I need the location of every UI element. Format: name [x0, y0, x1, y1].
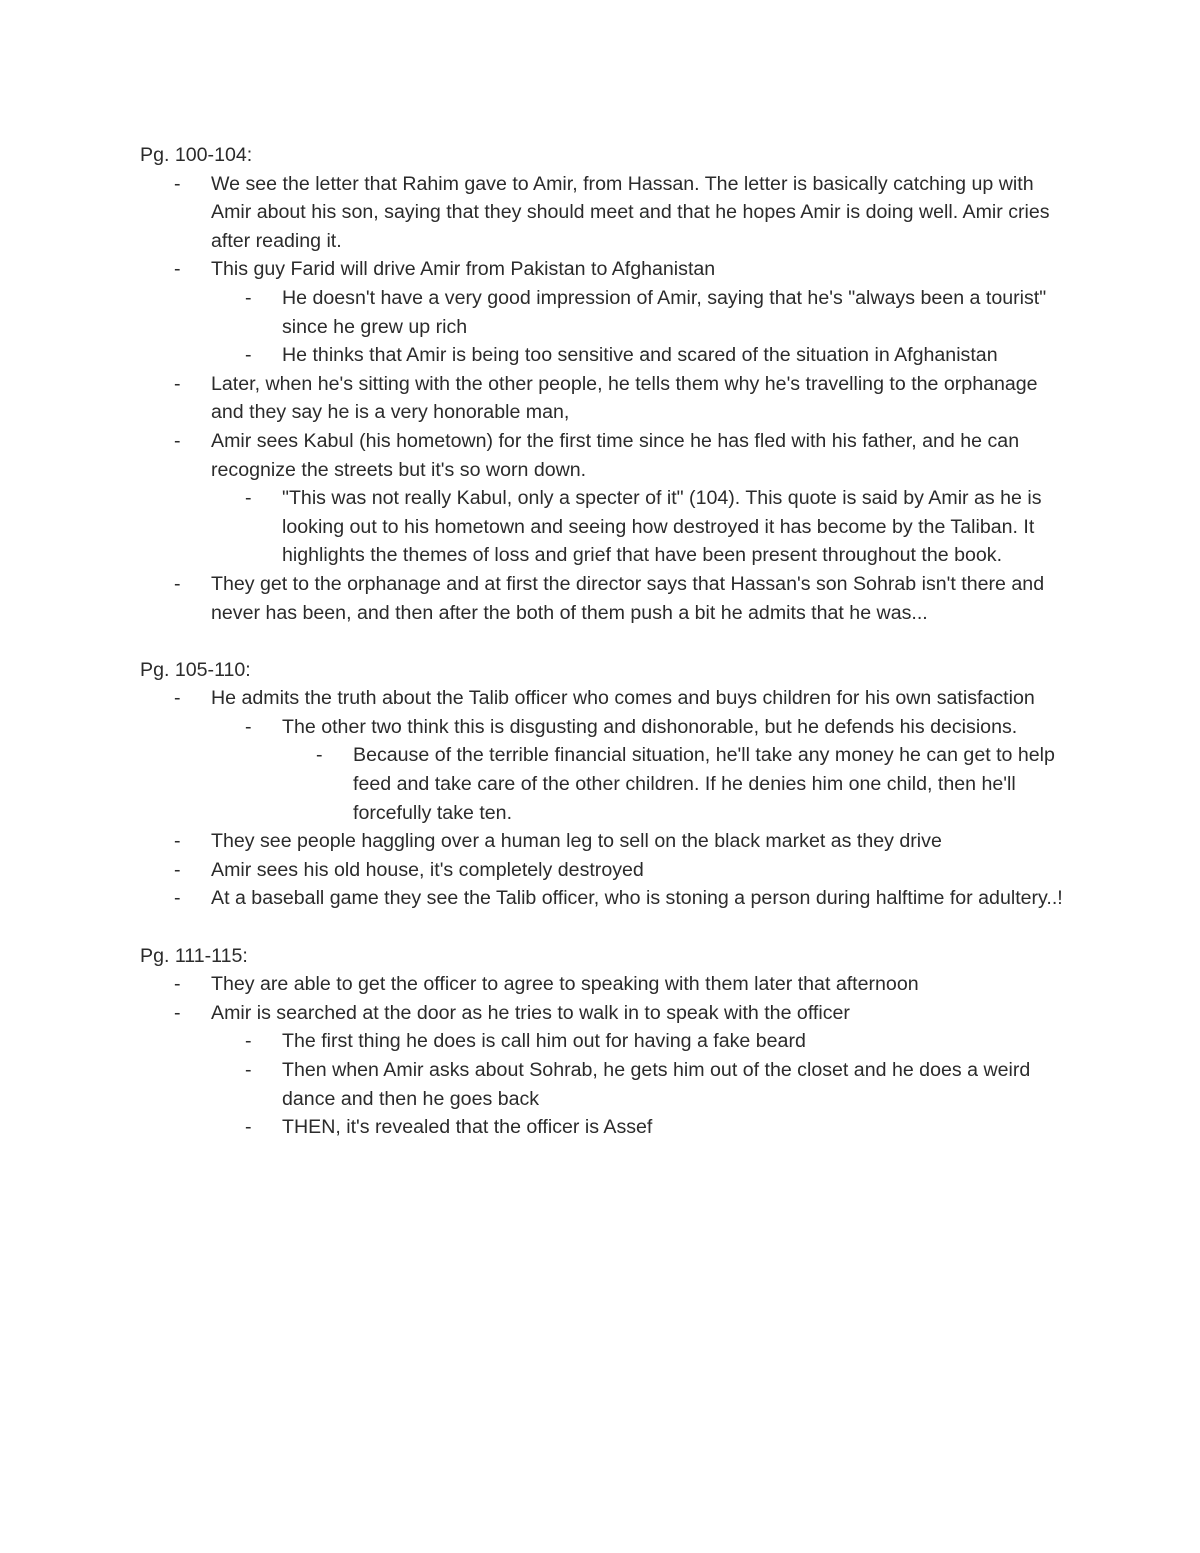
- bullet-marker: -: [245, 487, 252, 510]
- section-heading: Pg. 105-110:: [140, 658, 251, 681]
- bullet-marker: -: [174, 372, 181, 395]
- list-item: [140, 1056, 1070, 1113]
- list-item-text: At a baseball game they see the Talib officer, who is stoning a person during halftime for adultery..!: [211, 887, 1063, 910]
- list-item-text: The first thing he does is call him out for having a fake beard: [282, 1030, 806, 1053]
- list-item-text: THEN, it's revealed that the officer is Assef: [282, 1116, 653, 1139]
- bullet-marker: -: [245, 1116, 252, 1139]
- list-item-text: Then when Amir asks about Sohrab, he gets him out of the closet and he does a weird dance and then he goes back: [282, 1059, 1031, 1110]
- list-item: [140, 713, 1070, 742]
- bullet-marker: -: [174, 258, 181, 281]
- bullet-marker: -: [174, 858, 181, 881]
- list-item-text: They see people haggling over a human leg to sell on the black market as they drive: [211, 830, 942, 853]
- bullet-marker: -: [174, 687, 181, 710]
- bullet-marker: -: [174, 830, 181, 853]
- list-item-text: This guy Farid will drive Amir from Pakistan to Afghanistan: [211, 258, 716, 281]
- bullet-marker: -: [174, 887, 181, 910]
- list-item-text: We see the letter that Rahim gave to Amir, from Hassan. The letter is basically catching up with Amir about his son, saying that they should meet and that he hopes Amir is doing well. Amir cries after reading it.: [211, 172, 1050, 252]
- list-item: [140, 170, 1070, 256]
- list-item-text: Amir sees his old house, it's completely destroyed: [211, 858, 644, 881]
- bullet-marker: -: [174, 572, 181, 595]
- list-item-text: Amir is searched at the door as he tries to walk in to speak with the officer: [211, 1001, 850, 1024]
- list-item: [140, 284, 1070, 341]
- list-item: [140, 999, 1070, 1028]
- list-item: [140, 427, 1070, 484]
- bullet-list: [140, 170, 1070, 628]
- list-item: [140, 370, 1070, 427]
- list-item-text: Amir sees Kabul (his hometown) for the first time since he has fled with his father, and he can recognize the streets but it's so worn down.: [211, 429, 1020, 481]
- bullet-marker: -: [245, 344, 252, 367]
- section-pg-105-110: [140, 656, 1070, 913]
- list-item-text: He admits the truth about the Talib officer who comes and buys children for his own satisfaction: [211, 687, 1035, 710]
- list-item: [140, 827, 1070, 856]
- bullet-list: [140, 684, 1070, 913]
- list-item: [140, 741, 1070, 827]
- list-item: [140, 255, 1070, 284]
- notes-body: [140, 141, 1070, 1142]
- section-pg-111-115: [140, 942, 1070, 1142]
- bullet-marker: -: [174, 172, 181, 195]
- list-item: [140, 570, 1070, 627]
- bullet-marker: -: [245, 1059, 252, 1081]
- list-item-text: The other two think this is disgusting and dishonorable, but he defends his decisions.: [282, 715, 1018, 738]
- list-item: [140, 1113, 1070, 1142]
- bullet-marker: -: [174, 429, 181, 452]
- list-item-text: He thinks that Amir is being too sensitive and scared of the situation in Afghanistan: [282, 344, 998, 367]
- bullet-list: [140, 970, 1070, 1142]
- section-heading: Pg. 100-104:: [140, 144, 253, 166]
- list-item: [140, 684, 1070, 713]
- list-item-text: They are able to get the officer to agree to speaking with them later that afternoon: [211, 973, 919, 996]
- section-heading: Pg. 111-115:: [140, 944, 248, 967]
- section-pg-100-104: [140, 141, 1070, 627]
- bullet-marker: -: [174, 973, 181, 996]
- list-item: [140, 856, 1070, 885]
- bullet-marker: -: [174, 1001, 181, 1024]
- list-item: [140, 884, 1070, 913]
- list-item: [140, 484, 1070, 570]
- list-item: [140, 970, 1070, 999]
- list-item-text: Because of the terrible financial situation, he'll take any money he can get to help feed and take care of the other children. If he denies him one child, then he'll forcefully take ten.: [353, 744, 1055, 824]
- list-item-text: He doesn't have a very good impression of Amir, saying that he's "always been a tourist" since he grew up rich: [282, 286, 1047, 338]
- bullet-marker: -: [245, 1030, 252, 1053]
- list-item-text: "This was not really Kabul, only a specter of it" (104). This quote is said by Amir as he is looking out to his hometown and seeing how destroyed it has become by the Taliban. It highlights the themes of loss and grief that have been present throughout the book.: [282, 487, 1042, 567]
- list-item: [140, 341, 1070, 370]
- bullet-marker: -: [245, 715, 252, 738]
- bullet-marker: -: [245, 286, 252, 309]
- list-item-text: They get to the orphanage and at first the director says that Hassan's son Sohrab isn't there and never has been, and then after the both of them push a bit he admits that he was...: [211, 572, 1045, 624]
- bullet-marker: -: [316, 744, 323, 767]
- list-item: [140, 1027, 1070, 1056]
- list-item-text: Later, when he's sitting with the other people, he tells them why he's travelling to the orphanage and they say he is a very honorable man,: [211, 372, 1038, 424]
